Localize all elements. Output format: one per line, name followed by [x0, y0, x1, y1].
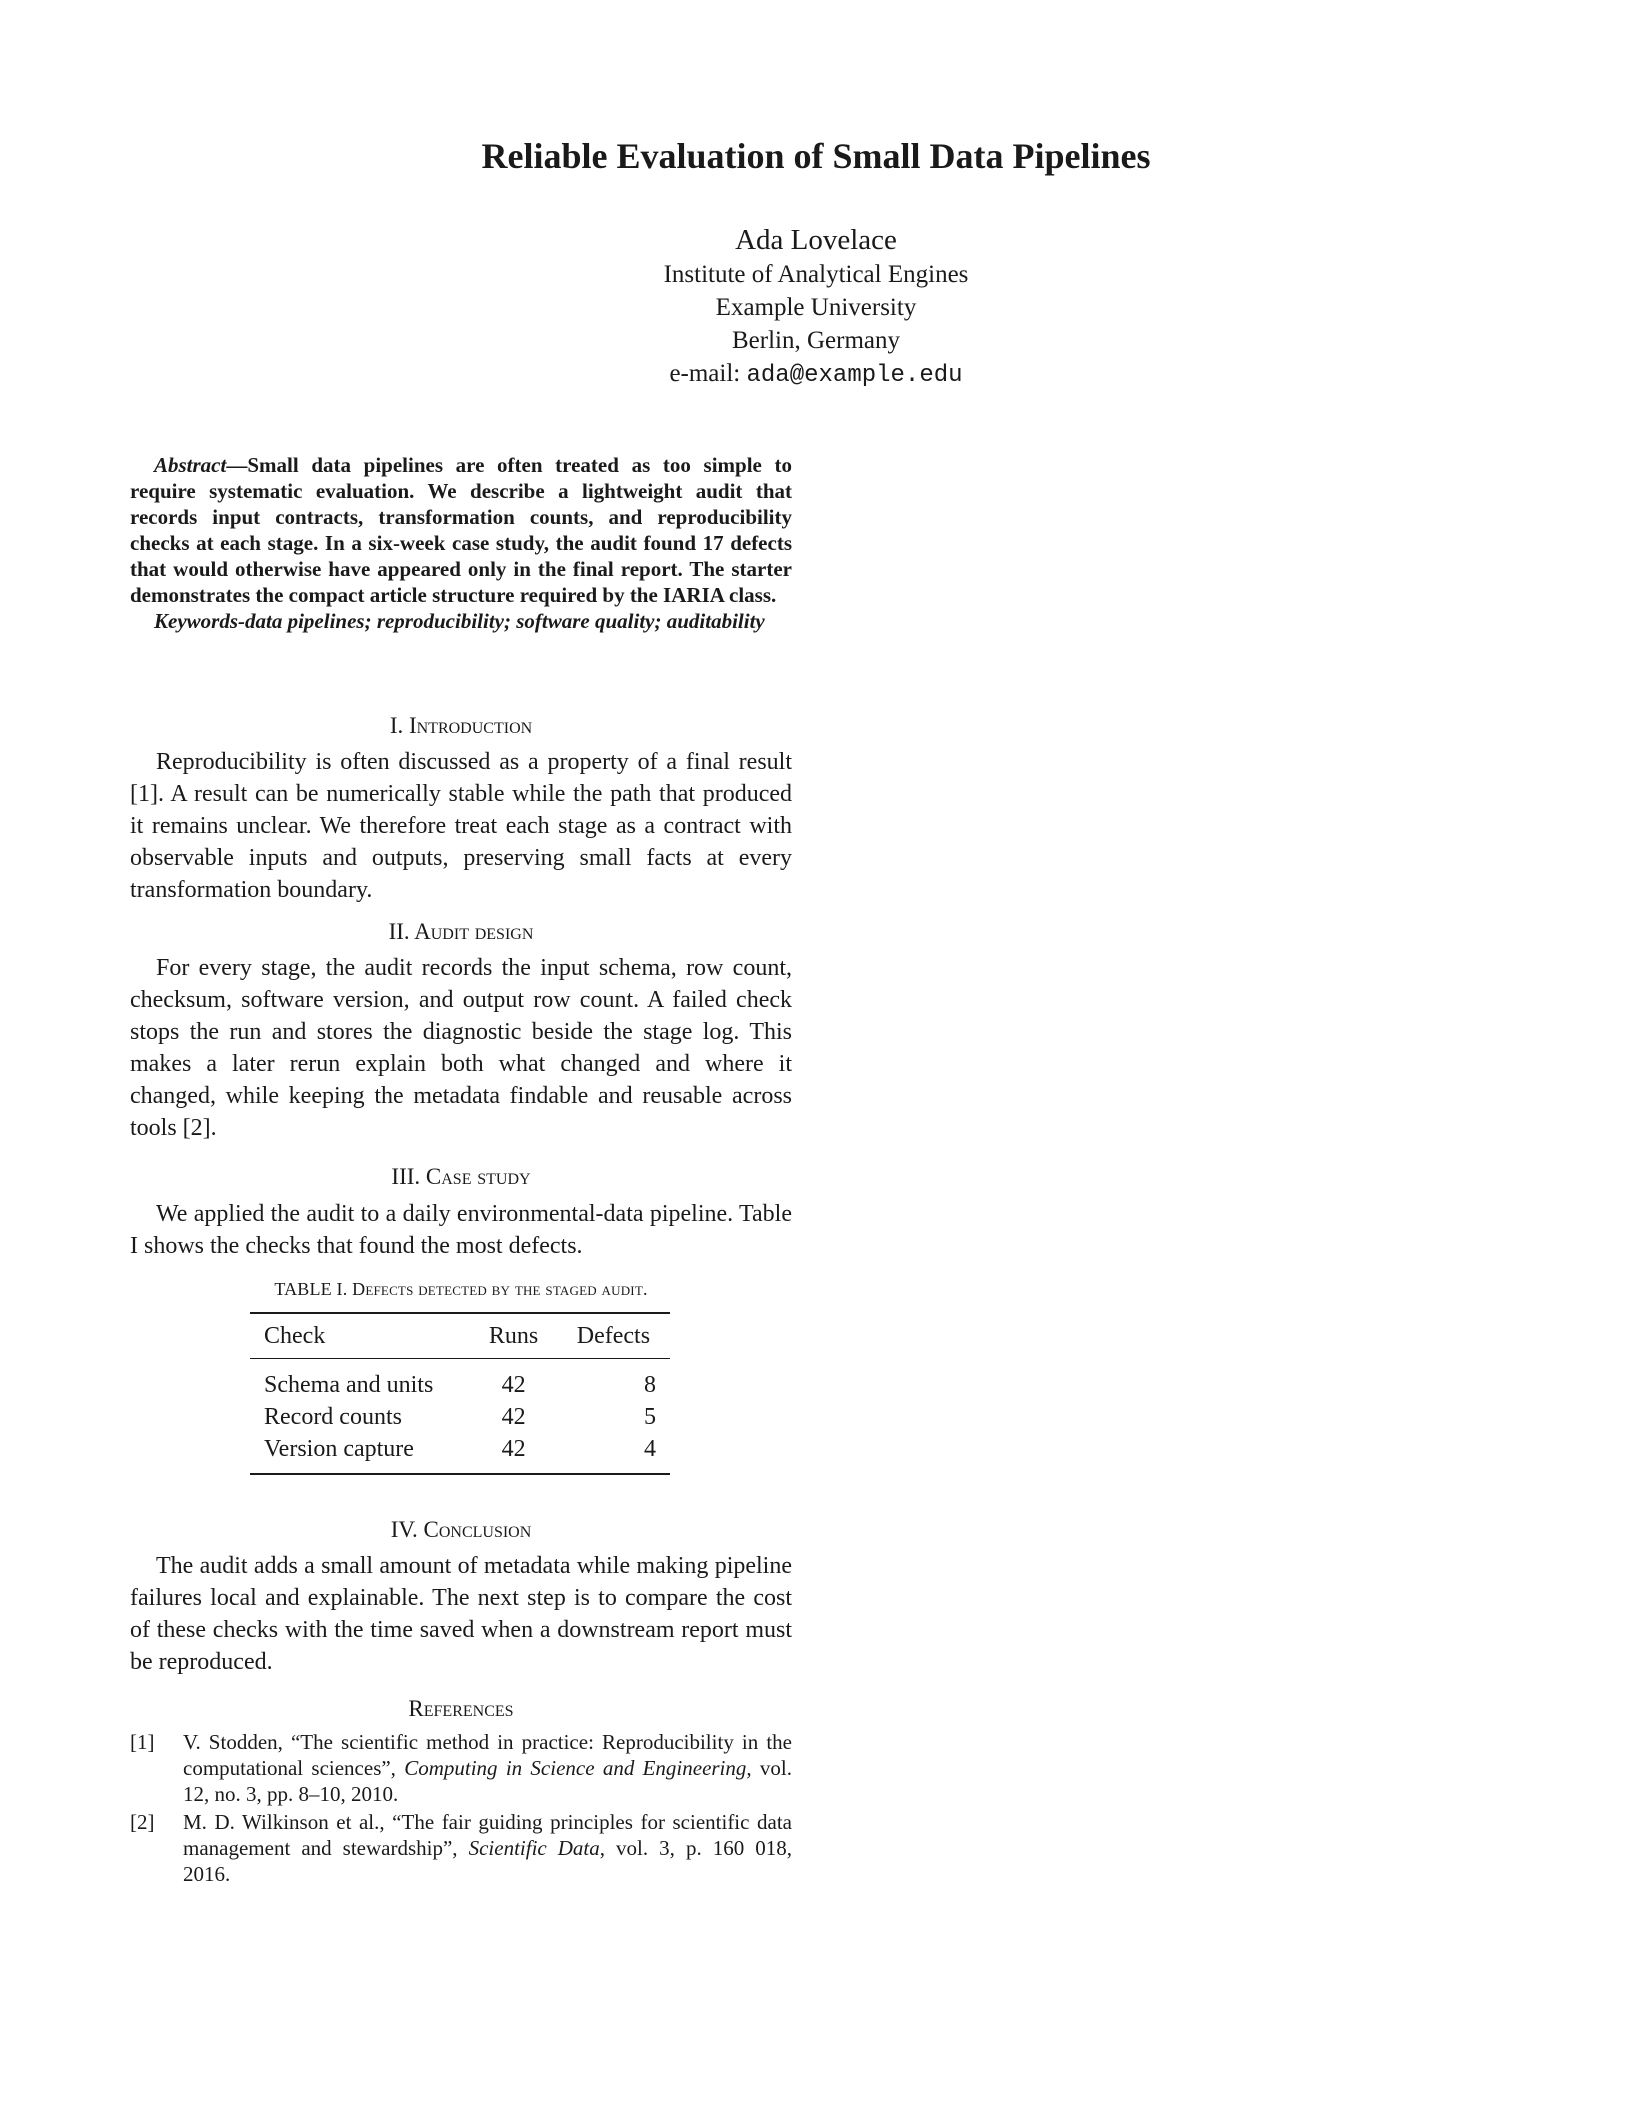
table-cell-defects: 4 — [557, 1433, 670, 1474]
reference-text: M. D. Wilkinson et al., “The fair guiding principles for scientific data management and stewardship”, — [183, 1810, 792, 1860]
email-label: e-mail: — [669, 360, 741, 387]
table-row — [250, 1433, 670, 1474]
section-heading-audit-design: II. Audit design — [388, 919, 534, 944]
section-audit-design — [130, 952, 792, 1144]
section-introduction — [130, 746, 792, 906]
author-affiliation-university: Example University — [715, 294, 917, 321]
abstract-text: Small data pipelines are often treated as too simple to require systematic evaluation. We describe a lightweight audit that records input contracts, transformation counts, and reproducibility checks at each stage. In a six-week case study, the audit found 17 defects that would otherwise have appeared only in the final report. The starter demonstrates the compact article structure required by the IARIA class. — [130, 453, 792, 607]
audit-design-text: For every stage, the audit records the input schema, row count, checksum, software version, and output row count. A failed check stops the run and stores the diagnostic beside the stage log. This makes a later rerun explain both what changed and where it changed, while keeping the metadata findable and reusable across tools [2]. — [130, 955, 792, 1141]
table-cell-runs: 42 — [501, 1403, 526, 1430]
reference-item — [130, 1729, 792, 1807]
reference-venue: Computing in Science and Engineering — [404, 1756, 747, 1780]
table-cell-check: Schema and units — [264, 1371, 434, 1398]
references-list — [130, 1729, 792, 1889]
table-header-row — [250, 1313, 670, 1359]
table-caption: TABLE I. Defects detected by the staged audit. — [274, 1279, 648, 1299]
reference-text: V. Stodden, “The scientific method in practice: Reproducibility in the computational sciences”, — [183, 1730, 792, 1780]
table-row — [250, 1401, 670, 1433]
table-cell-runs: 42 — [470, 1433, 556, 1474]
table-header-defects: Defects — [557, 1313, 670, 1359]
table-header-runs: Runs — [470, 1313, 556, 1359]
keywords: Keywords-data pipelines; reproducibility; software quality; auditability — [154, 609, 765, 633]
reference-item — [130, 1809, 792, 1887]
reference-details: , vol. 12, no. 3, pp. 8–10, 2010. — [183, 1756, 793, 1806]
table-cell-runs: 42 — [501, 1371, 526, 1398]
defects-table — [250, 1312, 670, 1475]
reference-details: , vol. 3, p. 160 018, 2016. — [183, 1836, 792, 1886]
author-name: Ada Lovelace — [735, 224, 897, 256]
references-heading: References — [408, 1696, 514, 1721]
reference-venue: Scientific Data — [468, 1836, 600, 1860]
author-block — [556, 222, 1076, 392]
introduction-text: Reproducibility is often discussed as a property of a final result [1]. A result can be numerically stable while the path that produced it remains unclear. We therefore treat each stage as a contract with observable inputs and outputs, preserving small facts at every transformation boundary. — [130, 749, 792, 903]
abstract — [130, 452, 792, 634]
author-location: Berlin, Germany — [731, 327, 900, 354]
abstract-paragraph — [130, 452, 792, 608]
section-heading-introduction: I. Introduction — [389, 713, 533, 738]
section-case-study — [130, 1198, 792, 1262]
table-cell-check: Version capture — [250, 1433, 470, 1474]
reference-number: [1] — [130, 1730, 155, 1754]
section-heading-conclusion: IV. Conclusion — [390, 1517, 532, 1542]
table-cell-defects: 8 — [644, 1371, 656, 1398]
table-row — [250, 1359, 670, 1402]
email-address[interactable]: ada@example.edu — [746, 362, 963, 389]
table-header-check: Check — [250, 1313, 470, 1359]
case-study-text: We applied the audit to a daily environmental-data pipeline. Table I shows the checks that found the most defects. — [130, 1201, 792, 1259]
abstract-dash: — — [226, 453, 248, 477]
section-conclusion — [130, 1550, 792, 1678]
table-cell-defects: 5 — [644, 1403, 656, 1430]
abstract-label: Abstract — [154, 453, 227, 477]
author-email-line — [556, 357, 1076, 392]
conclusion-text: The audit adds a small amount of metadata while making pipeline failures local and explainable. The next step is to compare the cost of these checks with the time saved when a downstream report must be reproduced. — [130, 1553, 792, 1675]
reference-number: [2] — [130, 1810, 155, 1834]
table-cell-check: Record counts — [264, 1403, 402, 1430]
paper-title: Reliable Evaluation of Small Data Pipelines — [481, 136, 1151, 176]
section-heading-case-study: III. Case study — [391, 1164, 531, 1189]
author-affiliation-institute: Institute of Analytical Engines — [663, 261, 969, 288]
